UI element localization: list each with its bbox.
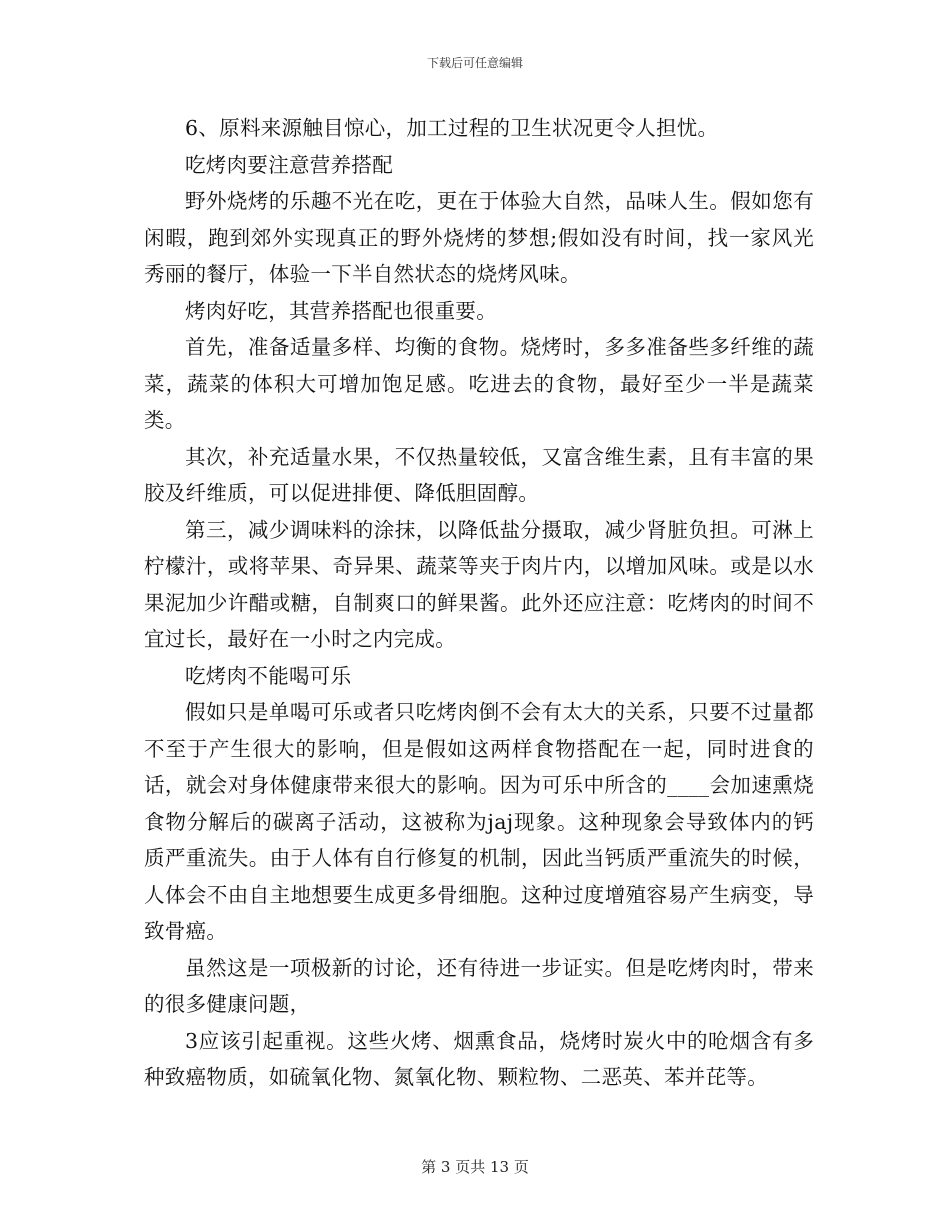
paragraph-4: 烤肉好吃，其营养搭配也很重要。 (185, 298, 497, 323)
section-heading-nutrition: 吃烤肉要注意营养搭配 (185, 152, 393, 177)
paragraph-1: 6、原料来源触目惊心，加工过程的卫生状况更令人担忧。 (185, 116, 719, 140)
page-header: 下载后可任意编辑 (426, 56, 523, 70)
section-heading-cola: 吃烤肉不能喝可乐 (185, 663, 352, 688)
paragraph-11: 3应该引起重视。这些火烤、烟熏食品，烧烤时炭火中的呛烟含有多种致癌物质，如硫氧化物、氮氧化物、颗粒物、二恶英、苯并芘等。 (144, 1028, 814, 1089)
document-body (144, 110, 814, 1096)
paragraph-7: 第三，减少调味料的涂抹，以降低盐分摄取，减少肾脏负担。可淋上柠檬汁，或将苹果、奇异果、蔬菜等夹于肉片内，以增加风味。或是以水果泥加少许醋或糖，自制爽口的鲜果酱。此外还应注意：吃烤肉的时间不宜过长，最好在一小时之内完成。 (144, 517, 814, 651)
paragraph-6: 其次，补充适量水果，不仅热量较低，又富含维生素，且有丰富的果胶及纤维质，可以促进排便、降低胆固醇。 (144, 444, 814, 505)
paragraph-3: 野外烧烤的乐趣不光在吃，更在于体验大自然，品味人生。假如您有闲暇，跑到郊外实现真正的野外烧烤的梦想;假如没有时间，找一家风光秀丽的餐厅，体验一下半自然状态的烧烤风味。 (144, 189, 814, 286)
paragraph-10: 虽然这是一项极新的讨论，还有待进一步证实。但是吃烤肉时，带来的很多健康问题， (144, 955, 814, 1016)
page-number: 第 3 页共 13 页 (421, 1158, 529, 1176)
paragraph-5: 首先，准备适量多样、均衡的食物。烧烤时，多多准备些多纤维的蔬菜，蔬菜的体积大可增加饱足感。吃进去的食物，最好至少一半是蔬菜类。 (144, 335, 814, 432)
paragraph-9: 假如只是单喝可乐或者只吃烤肉倒不会有太大的关系，只要不过量都不至于产生很大的影响，但是假如这两样食物搭配在一起，同时进食的话，就会对身体健康带来很大的影响。因为可乐中所含的____会加速熏烧食物分解后的碳离子活动，这被称为jaj现象。这种现象会导致体内的钙质严重流失。由于人体有自行修复的机制，因此当钙质严重流失的时候，人体会不由自主地想要生成更多骨细胞。这种过度增殖容易产生病变，导致骨癌。 (144, 700, 814, 943)
